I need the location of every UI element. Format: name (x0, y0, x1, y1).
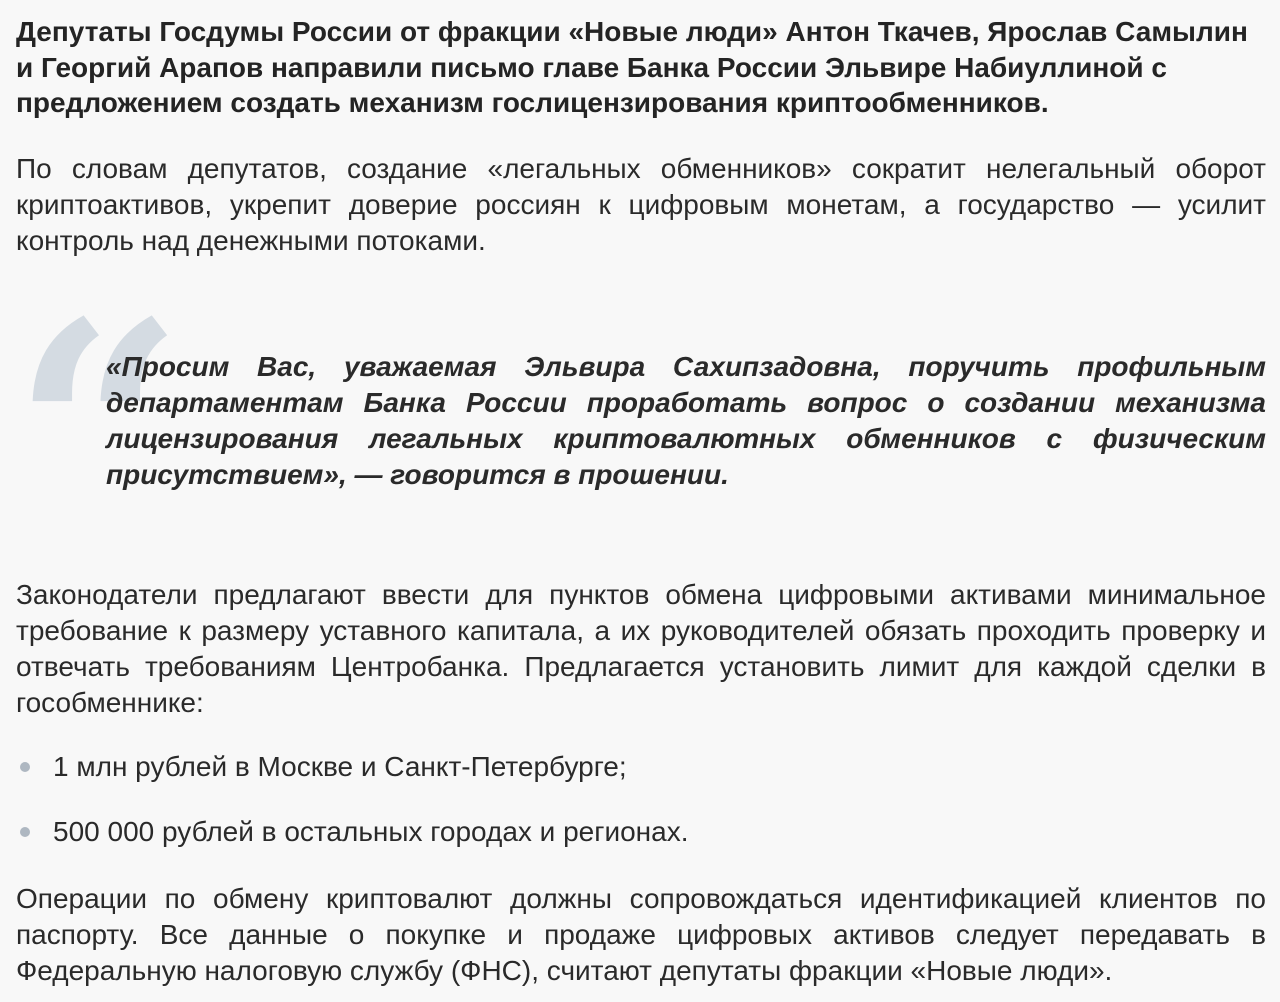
article-body (12, 14, 1266, 989)
list-item-text: 500 000 рублей в остальных городах и регионах. (53, 815, 689, 847)
list-item-text: 1 млн рублей в Москве и Санкт-Петербурге; (53, 750, 627, 782)
list-item (16, 814, 1266, 850)
bullet-icon (20, 762, 30, 772)
limits-list (16, 749, 1266, 850)
paragraph-2: Законодатели предлагают ввести для пунктов обмена цифровыми активами минимальное требование к размеру уставного капитала, а их руководителей обязать проходить проверку и отвечать требованиям Центробанка. Предлагается установить лимит для каждой сделки в гособменнике: (16, 578, 1266, 718)
paragraph-3: Операции по обмену криптовалют должны сопровождаться идентификацией клиентов по паспорту. Все данные о покупке и продаже цифровых активов следует передавать в Федеральную налоговую службу (ФНС), считают депутаты фракции «Новые люди». (16, 882, 1266, 986)
quote-text: «Просим Вас, уважаемая Эльвира Сахипзадовна, поручить профильным департаментам Банка России проработать вопрос о создании механизма лицензирования легальных криптовалютных обменников с физическим присутствием», — говорится в прошении. (106, 350, 1266, 490)
quote-mark-icon: “ (12, 255, 185, 609)
blockquote (12, 255, 1266, 609)
list-item (16, 749, 1266, 785)
bullet-icon (20, 827, 30, 837)
article-lead: Депутаты Госдумы России от фракции «Новые люди» Антон Ткачев, Ярослав Самылин и Георгий Арапов направили письмо главе Банка России Эльвире Набиуллиной с предложением создать механизм гослицензирования криптообменников. (16, 16, 1248, 118)
paragraph-1: По словам депутатов, создание «легальных обменников» сократит нелегальный оборот криптоактивов, укрепит доверие россиян к цифровым монетам, а государство — усилит контроль над денежными потоками. (16, 152, 1266, 256)
